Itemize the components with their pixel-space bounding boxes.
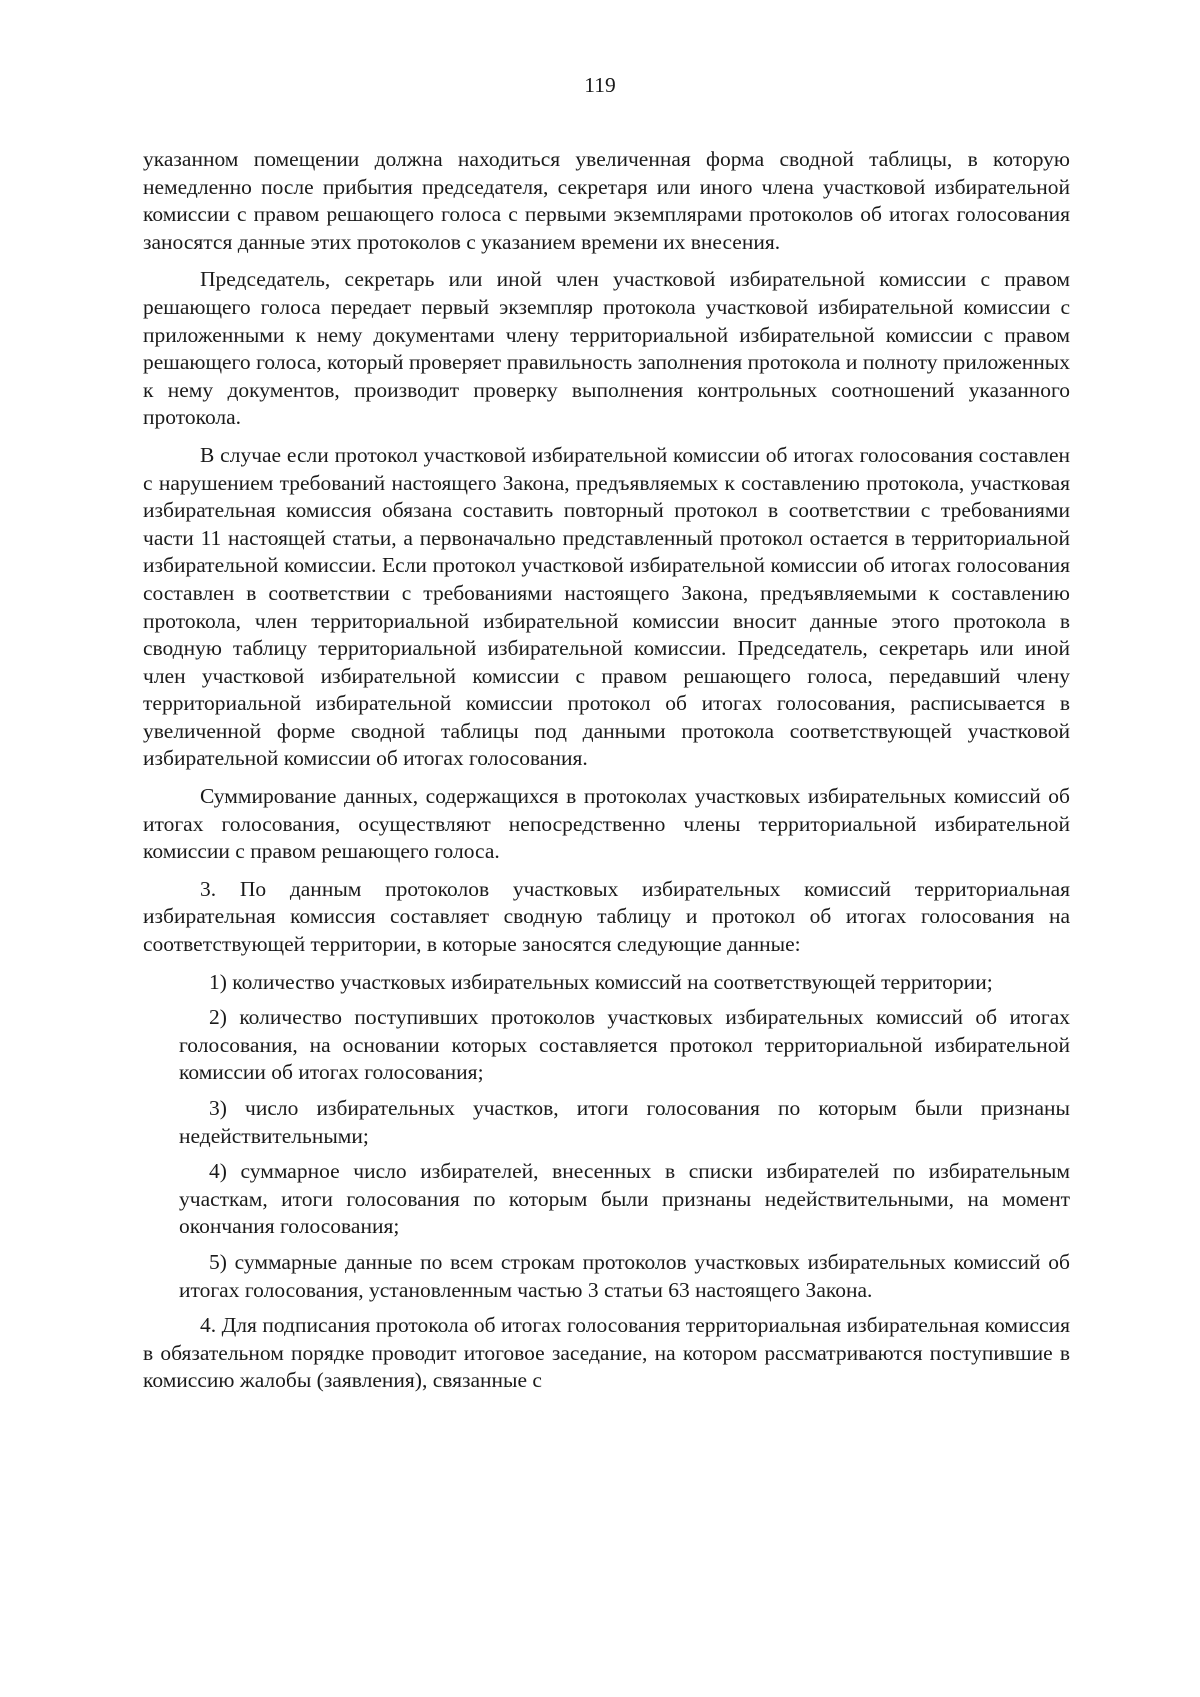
data-list	[143, 969, 1070, 1305]
paragraph: 3. По данным протоколов участковых избирательных комиссий территориальная избирательная комиссия составляет сводную таблицу и протокол об итогах голосования на соответствующей территории, в которые заносятся следующие данные:	[143, 876, 1070, 957]
paragraph: Суммирование данных, содержащихся в протоколах участковых избирательных комиссий об итогах голосования, осуществляют непосредственно члены территориальной избирательной комиссии с правом решающего голоса.	[143, 784, 1070, 864]
list-item: 2) количество поступивших протоколов участковых избирательных комиссий об итогах голосования, на основании которых составляется протокол территориальной избирательной комиссии об итогах голосования;	[179, 1005, 1070, 1085]
list-item: 1) количество участковых избирательных комиссий на соответствующей территории;	[209, 969, 993, 994]
document-body	[143, 146, 1070, 1405]
paragraph: В случае если протокол участковой избирательной комиссии об итогах голосования составлен с нарушением требований настоящего Закона, предъявляемых к составлению протокола, участковая избирательная комиссия обязана составить повторный протокол в соответствии с требованиями части 11 настоящей статьи, а первоначально представленный протокол остается в территориальной избирательной комиссии. Если протокол участковой избирательной комиссии об итогах голосования составлен в соответствии с требованиями настоящего Закона, предъявляемыми к составлению протокола, член территориальной избирательной комиссии вносит данные этого протокола в сводную таблицу территориальной избирательной комиссии. Председатель, секретарь или иной член участковой избирательной комиссии с правом решающего голоса, передавший члену территориальной избирательной комиссии протокол об итогах голосования, расписывается в увеличенной форме сводной таблицы под данными протокола соответствующей участковой избирательной комиссии об итогах голосования.	[143, 442, 1070, 771]
page-number: 119	[584, 73, 616, 97]
list-item: 4) суммарное число избирателей, внесенных в списки избирателей по избирательным участкам, итоги голосования по которым были признаны недействительными, на момент окончания голосования;	[179, 1159, 1070, 1239]
paragraph: указанном помещении должна находиться увеличенная форма сводной таблицы, в которую немедленно после прибытия председателя, секретаря или иного члена участковой избирательной комиссии с правом решающего голоса с первыми экземплярами протоколов об итогах голосования заносятся данные этих протоколов с указанием времени их внесения.	[143, 147, 1070, 254]
paragraph: 4. Для подписания протокола об итогах голосования территориальная избирательная комиссия в обязательном порядке проводит итоговое заседание, на котором рассматриваются поступившие в комиссию жалобы (заявления), связанные с	[143, 1313, 1070, 1393]
list-item: 5) суммарные данные по всем строкам протоколов участковых избирательных комиссий об итогах голосования, установленным частью 3 статьи 63 настоящего Закона.	[179, 1249, 1070, 1302]
list-item: 3) число избирательных участков, итоги голосования по которым были признаны недействительными;	[179, 1096, 1070, 1148]
paragraph: Председатель, секретарь или иной член участковой избирательной комиссии с правом решающего голоса передает первый экземпляр протокола участковой избирательной комиссии с приложенными к нему документами члену территориальной избирательной комиссии с правом решающего голоса, который проверяет правильность заполнения протокола и полноту приложенных к нему документов, производит проверку выполнения контрольных соотношений указанного протокола.	[143, 267, 1070, 430]
